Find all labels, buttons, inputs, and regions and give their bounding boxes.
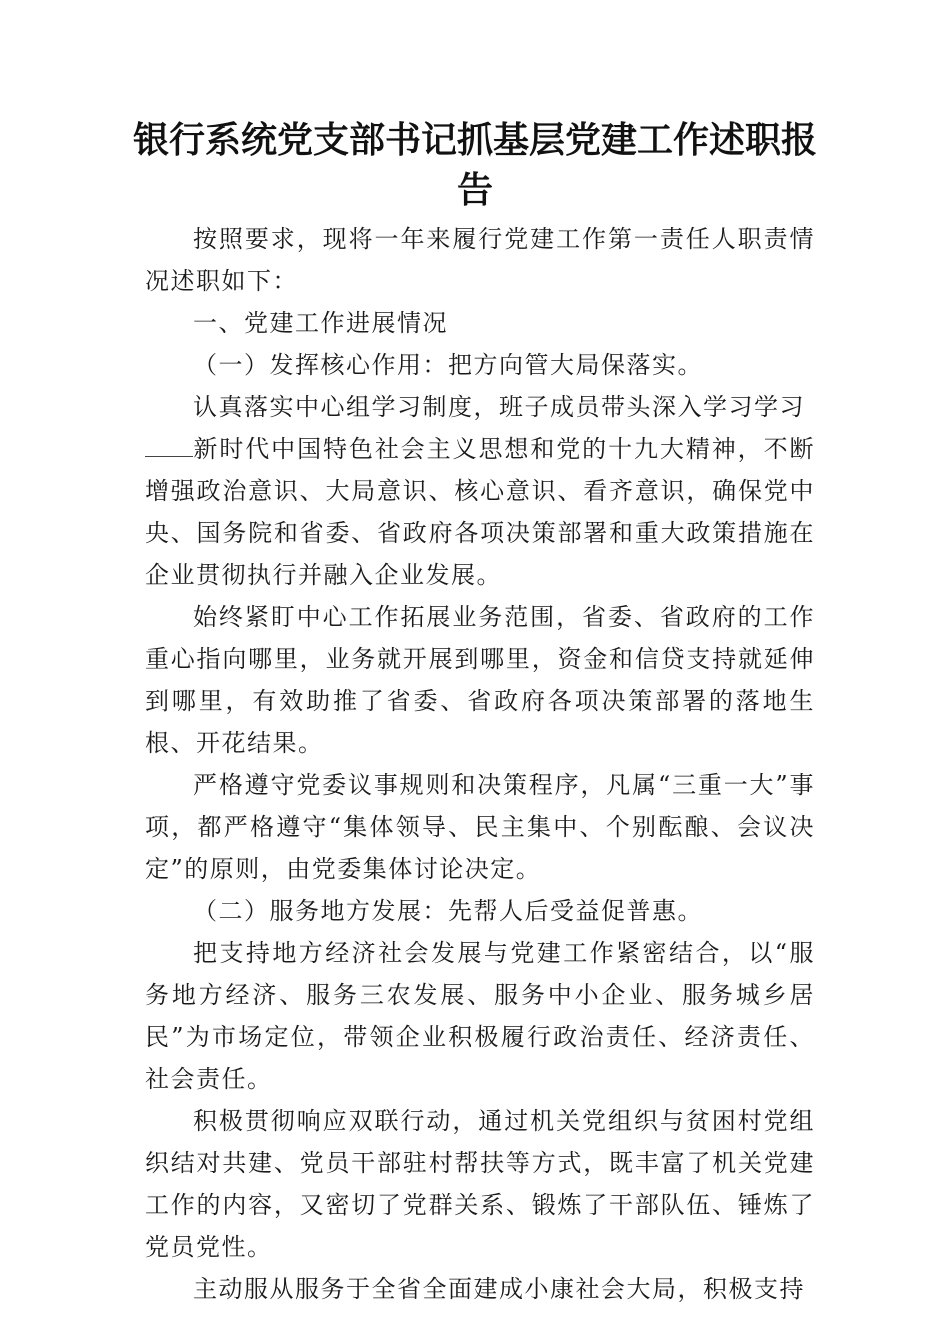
- paragraph-study-system-start: 认真落实中心组学习制度，班子成员带头深入学习学习: [193, 393, 805, 421]
- subsection-heading-1: （一）发挥核心作用：把方向管大局保落实。: [193, 351, 703, 379]
- paragraph-dual-link: 积极贯彻响应双联行动，通过机关党组织与贫困村党组织结对共建、党员干部驻村帮扶等方式，既丰富了机关党建工作的内容，又密切了党群关系、锻炼了干部队伍、锤炼了党员党性。: [145, 1107, 815, 1261]
- paragraph-decision-rules: 严格遵守党委议事规则和决策程序，凡属“三重一大”事项，都严格遵守“集体领导、民主集中、个别酝酿、会议决定”的原则，由党委集体讨论决定。: [145, 771, 815, 883]
- paragraph-intro: 按照要求，现将一年来履行党建工作第一责任人职责情况述职如下：: [145, 225, 815, 295]
- paragraph-study-system-rest: 新时代中国特色社会主义思想和党的十九大精神，不断增强政治意识、大局意识、核心意识、看齐意识，确保党中央、国务院和省委、省政府各项决策部署和重大政策措施在企业贯彻执行并融入企业发展。: [145, 435, 815, 589]
- document-title-line-1: 银行系统党支部书记抓基层党建工作述职报: [132, 120, 817, 161]
- blank-underline: [145, 434, 193, 457]
- paragraph-local-development: 把支持地方经济社会发展与党建工作紧密结合，以“服务地方经济、服务三农发展、服务中小企业、服务城乡居民”为市场定位，带领企业积极履行政治责任、经济责任、社会责任。: [145, 939, 815, 1093]
- section-heading-1: 一、党建工作进展情况: [193, 309, 448, 337]
- subsection-heading-2: （二）服务地方发展：先帮人后受益促普惠。: [193, 897, 703, 925]
- paragraph-central-work: 始终紧盯中心工作拓展业务范围，省委、省政府的工作重心指向哪里，业务就开展到哪里，资金和信贷支持就延伸到哪里，有效助推了省委、省政府各项决策部署的落地生根、开花结果。: [145, 603, 815, 757]
- paragraph-xiaokang: 主动服从服务于全省全面建成小康社会大局，积极支持: [193, 1275, 805, 1303]
- document-title-line-2: 告: [456, 170, 493, 211]
- paragraph-study-system: [145, 386, 815, 596]
- document-body: [145, 218, 815, 1310]
